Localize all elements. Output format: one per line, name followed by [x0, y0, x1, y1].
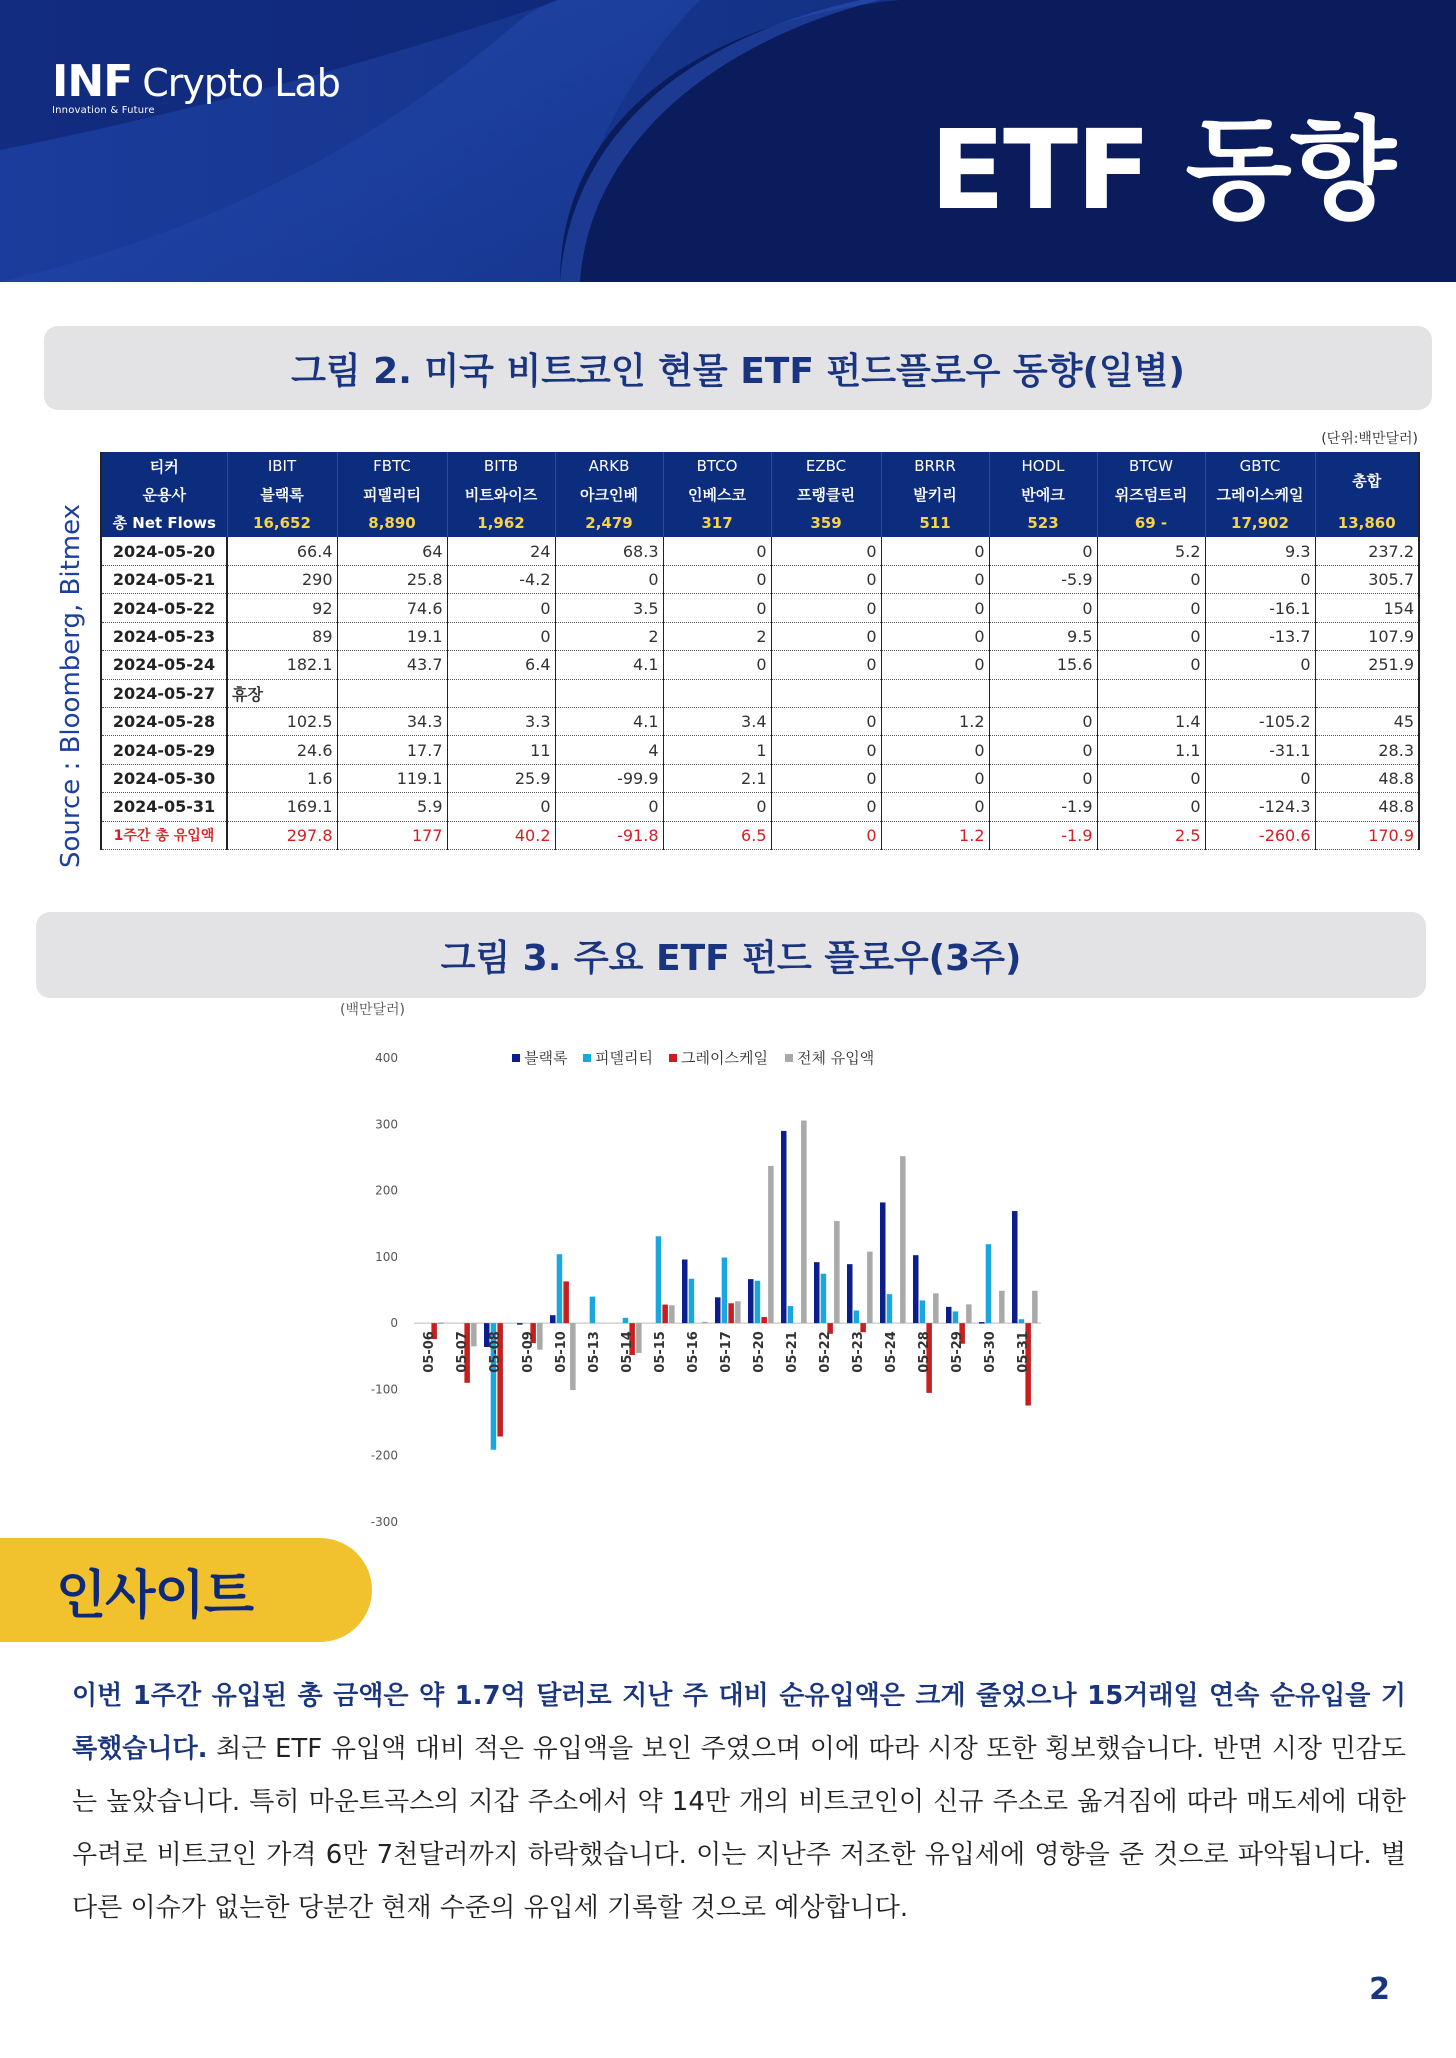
table-cell: 0: [663, 594, 771, 622]
table-row: [101, 537, 1419, 565]
header-ticker: HODL: [989, 452, 1097, 480]
header-netflow-value: 16,652: [227, 509, 337, 537]
table-cell: 305.7: [1315, 566, 1419, 594]
header-ticker: FBTC: [337, 452, 447, 480]
y-tick-label: -200: [370, 1448, 398, 1463]
legend-swatch: [583, 1054, 591, 1062]
x-tick-label: 05-10: [554, 1331, 569, 1373]
x-tick-label: 05-06: [422, 1331, 437, 1373]
table-cell: 1.4: [1097, 708, 1205, 736]
row-date: 2024-05-31: [101, 793, 227, 821]
header-manager: 비트와이즈: [447, 480, 555, 508]
table-cell: 4.1: [555, 651, 663, 679]
table-cell: 43.7: [337, 651, 447, 679]
bar-4: [768, 1166, 774, 1323]
table-row: [101, 651, 1419, 679]
table-cell: 1.2: [881, 708, 989, 736]
row-date: 2024-05-21: [101, 566, 227, 594]
header-ticker: BRRR: [881, 452, 989, 480]
table-cell: 48.8: [1315, 764, 1419, 792]
bar-1: [979, 1322, 985, 1324]
row-date: 2024-05-22: [101, 594, 227, 622]
header-netflow-value: 8,890: [337, 509, 447, 537]
etf-flow-table: [100, 452, 1420, 850]
header-manager: 피델리티: [337, 480, 447, 508]
table-cell: 68.3: [555, 537, 663, 565]
y-tick-label: 400: [375, 1051, 398, 1065]
table-cell: 182.1: [227, 651, 337, 679]
table-cell: 0: [1097, 566, 1205, 594]
table-cell: 154: [1315, 594, 1419, 622]
table-row: [101, 566, 1419, 594]
bar-4: [1032, 1291, 1038, 1323]
total-cell: 177: [337, 821, 447, 849]
x-tick-label: 05-16: [686, 1331, 701, 1373]
bar-4: [438, 1322, 444, 1324]
table-cell: 0: [1205, 566, 1315, 594]
table-cell: 251.9: [1315, 651, 1419, 679]
header-manager: 발키리: [881, 480, 989, 508]
header-netflow-value: 511: [881, 509, 989, 537]
insight-tag: 인사이트: [0, 1538, 372, 1642]
table-cell: 0: [771, 736, 881, 764]
table-cell: 102.5: [227, 708, 337, 736]
table-cell: 0: [1205, 764, 1315, 792]
table-cell: -124.3: [1205, 793, 1315, 821]
table-row: [101, 594, 1419, 622]
bar-4: [537, 1323, 543, 1350]
table-unit-label: (단위:백만달러): [1321, 431, 1418, 447]
bar-2: [953, 1311, 959, 1323]
bar-3: [662, 1305, 668, 1324]
total-cell: 297.8: [227, 821, 337, 849]
table-cell: -99.9: [555, 764, 663, 792]
bar-4: [471, 1323, 477, 1346]
bar-2: [557, 1254, 563, 1323]
etf-flow-bar-chart: [340, 1000, 1060, 1530]
row-date: 2024-05-29: [101, 736, 227, 764]
table-cell: 2: [663, 622, 771, 650]
bar-4: [570, 1323, 576, 1390]
table-cell: -1.9: [989, 793, 1097, 821]
legend-label: 블랙록: [524, 1049, 568, 1067]
header-manager: 프랭클린: [771, 480, 881, 508]
bar-4: [636, 1323, 642, 1353]
table-cell: 0: [663, 537, 771, 565]
table-cell: 0: [555, 793, 663, 821]
page-title: ETF 동향: [929, 106, 1394, 234]
bar-4: [933, 1293, 939, 1323]
bar-2: [788, 1306, 794, 1323]
total-cell: 170.9: [1315, 821, 1419, 849]
page-header: [0, 0, 1456, 282]
x-tick-label: 05-22: [818, 1331, 833, 1373]
table-cell: 0: [989, 594, 1097, 622]
page-number: 2: [1369, 1972, 1390, 2007]
table-row: [101, 708, 1419, 736]
x-tick-label: 05-31: [1016, 1331, 1031, 1373]
table-cell: 0: [881, 651, 989, 679]
table-cell: 0: [447, 793, 555, 821]
table-cell: [881, 679, 989, 707]
bar-2: [755, 1281, 761, 1323]
x-tick-label: 05-23: [851, 1331, 866, 1373]
table-row: [101, 679, 1419, 707]
x-tick-label: 05-28: [917, 1331, 932, 1373]
table-cell: 0: [771, 537, 881, 565]
total-row-label: 1주간 총 유입액: [101, 821, 227, 849]
table-cell: [1097, 679, 1205, 707]
table-cell: 0: [1097, 622, 1205, 650]
table-header-row-netflows: [101, 509, 1419, 537]
table-cell: [1205, 679, 1315, 707]
table-cell: 0: [989, 708, 1097, 736]
table-total-row: [101, 821, 1419, 849]
table-cell: 0: [771, 793, 881, 821]
table-cell: 34.3: [337, 708, 447, 736]
y-tick-label: 200: [375, 1183, 398, 1198]
header-ticker-label: 티커: [101, 452, 227, 480]
table-cell: 2: [555, 622, 663, 650]
table-cell: [337, 679, 447, 707]
table-cell: [771, 679, 881, 707]
bar-4: [999, 1291, 1005, 1323]
table-cell: 0: [663, 793, 771, 821]
table-cell: 0: [771, 764, 881, 792]
header-ticker: EZBC: [771, 452, 881, 480]
header-netflow-value: 17,902: [1205, 509, 1315, 537]
table-cell: 0: [989, 736, 1097, 764]
table-cell: 19.1: [337, 622, 447, 650]
y-tick-label: 300: [375, 1117, 398, 1132]
table-cell: 119.1: [337, 764, 447, 792]
bar-4: [735, 1301, 741, 1323]
x-tick-label: 05-17: [719, 1331, 734, 1373]
table-cell: 24: [447, 537, 555, 565]
bar-4: [702, 1322, 708, 1324]
table-row: [101, 622, 1419, 650]
bar-4: [900, 1156, 906, 1323]
table-cell: 9.3: [1205, 537, 1315, 565]
table-cell: 3.3: [447, 708, 555, 736]
row-date: 2024-05-20: [101, 537, 227, 565]
table-cell: 0: [663, 651, 771, 679]
row-holiday-note: 휴장: [227, 679, 337, 707]
table-header-row-manager: [101, 480, 1419, 508]
table-row: [101, 764, 1419, 792]
table-cell: 290: [227, 566, 337, 594]
legend-label: 그레이스케일: [681, 1049, 768, 1067]
bar-2: [623, 1318, 629, 1323]
bar-1: [550, 1315, 556, 1323]
table-cell: -4.2: [447, 566, 555, 594]
header-netflow-value: 359: [771, 509, 881, 537]
total-cell: -260.6: [1205, 821, 1315, 849]
table-cell: 3.5: [555, 594, 663, 622]
table-cell: 0: [771, 651, 881, 679]
legend-label: 피델리티: [595, 1049, 653, 1067]
row-date: 2024-05-23: [101, 622, 227, 650]
insight-body-text: 최근 ETF 유입액 대비 적은 유입액을 보인 주였으며 이에 따라 시장 또한 횡보했습니다. 반면 시장 민감도는 높았습니다. 특히 마운트곡스의 지갑 주소에서 약 14만 개의 비트코인이 신규 주소로 옮겨짐에 따라 매도세에 대한 우려로 비트코인 가격 6만 7천달러까지 하락했습니다. 이는 지난주 저조한 유입세에 영향을 준 것으로 파악됩니다. 별다른 이슈가 없는한 당분간 현재 수준의 유입세 기록할 것으로 예상합니다.: [72, 1734, 1406, 1923]
bar-1: [946, 1307, 952, 1323]
header-manager: 아크인베: [555, 480, 663, 508]
header-manager: 인베스코: [663, 480, 771, 508]
header-ticker: ARKB: [555, 452, 663, 480]
x-tick-label: 05-20: [752, 1331, 767, 1373]
total-cell: 2.5: [1097, 821, 1205, 849]
table-cell: 48.8: [1315, 793, 1419, 821]
table-cell: 0: [771, 622, 881, 650]
table-row: [101, 736, 1419, 764]
bar-3: [563, 1281, 569, 1323]
table-cell: 0: [771, 708, 881, 736]
table-cell: 0: [447, 594, 555, 622]
table-cell: -13.7: [1205, 622, 1315, 650]
header-ticker: BITB: [447, 452, 555, 480]
bar-2: [689, 1279, 695, 1323]
y-tick-label: -300: [370, 1515, 398, 1529]
bar-3: [860, 1323, 866, 1332]
total-cell: 6.5: [663, 821, 771, 849]
table-cell: 45: [1315, 708, 1419, 736]
table-cell: 15.6: [989, 651, 1097, 679]
bar-4: [669, 1305, 675, 1323]
table-cell: 5.9: [337, 793, 447, 821]
x-tick-label: 05-21: [785, 1331, 800, 1373]
header-manager-label: 운용사: [101, 480, 227, 508]
table-cell: 0: [771, 566, 881, 594]
table-cell: [663, 679, 771, 707]
y-tick-label: 100: [375, 1249, 398, 1264]
table-cell: 0: [881, 594, 989, 622]
bar-1: [814, 1262, 820, 1323]
y-tick-label: 0: [390, 1316, 398, 1331]
header-total-label: 총합: [1315, 452, 1419, 509]
bar-2: [656, 1236, 662, 1323]
table-cell: 0: [1097, 651, 1205, 679]
table-cell: 0: [881, 736, 989, 764]
table-cell: 6.4: [447, 651, 555, 679]
bar-1: [682, 1260, 688, 1324]
bar-1: [715, 1297, 721, 1323]
bar-2: [887, 1294, 893, 1323]
header-netflow-value: 317: [663, 509, 771, 537]
bar-1: [748, 1279, 754, 1323]
header-netflow-value: 1,962: [447, 509, 555, 537]
table-cell: 0: [663, 566, 771, 594]
bar-1: [913, 1255, 919, 1323]
table-cell: 0: [1097, 594, 1205, 622]
table-cell: 0: [881, 793, 989, 821]
table-cell: 107.9: [1315, 622, 1419, 650]
chart-unit-label: (백만달러): [340, 1002, 406, 1018]
table-cell: 64: [337, 537, 447, 565]
table-cell: 4: [555, 736, 663, 764]
total-cell: 0: [771, 821, 881, 849]
table-row: [101, 793, 1419, 821]
table-cell: [989, 679, 1097, 707]
table-cell: 0: [881, 566, 989, 594]
header-ticker: GBTC: [1205, 452, 1315, 480]
table-cell: 74.6: [337, 594, 447, 622]
table-cell: 237.2: [1315, 537, 1419, 565]
table-cell: 0: [447, 622, 555, 650]
table-cell: -16.1: [1205, 594, 1315, 622]
bar-3: [761, 1317, 767, 1323]
table-cell: 92: [227, 594, 337, 622]
header-manager: 그레이스케일: [1205, 480, 1315, 508]
x-tick-label: 05-14: [620, 1331, 635, 1373]
bar-1: [1012, 1211, 1018, 1323]
table-cell: 0: [771, 594, 881, 622]
header-netflow-value: 69 -: [1097, 509, 1205, 537]
x-tick-label: 05-15: [653, 1331, 668, 1373]
legend-swatch: [669, 1054, 677, 1062]
bar-2: [854, 1310, 860, 1323]
bar-1: [880, 1202, 886, 1323]
table-cell: -31.1: [1205, 736, 1315, 764]
x-tick-label: 05-08: [488, 1331, 503, 1373]
table-cell: [1315, 679, 1419, 707]
table-cell: 0: [555, 566, 663, 594]
insight-lead: 이번 1주간 유입된 총 금액은 약 1.7억 달러로 지난 주 대비 순유입액은 크게 줄었으나 15거래일 연속 순유입을 기록했습니다.: [72, 1681, 1406, 1764]
row-date: 2024-05-28: [101, 708, 227, 736]
bar-4: [801, 1121, 807, 1324]
table-cell: -105.2: [1205, 708, 1315, 736]
bar-1: [781, 1131, 787, 1323]
logo-crypto-lab-text: Crypto Lab: [142, 61, 340, 105]
x-tick-label: 05-13: [587, 1331, 602, 1373]
insight-paragraph: [72, 1670, 1406, 1935]
total-cell: -1.9: [989, 821, 1097, 849]
table-cell: 0: [989, 764, 1097, 792]
table-cell: 89: [227, 622, 337, 650]
logo-inf-text: INF: [52, 56, 133, 107]
legend-swatch: [785, 1054, 793, 1062]
table-cell: 0: [1097, 764, 1205, 792]
table-cell: 28.3: [1315, 736, 1419, 764]
row-date: 2024-05-27: [101, 679, 227, 707]
bar-2: [920, 1300, 926, 1323]
table-cell: -5.9: [989, 566, 1097, 594]
row-date: 2024-05-24: [101, 651, 227, 679]
table-cell: 0: [1097, 793, 1205, 821]
table-cell: 1: [663, 736, 771, 764]
header-netflow-label: 총 Net Flows: [101, 509, 227, 537]
table-cell: 4.1: [555, 708, 663, 736]
table-cell: 25.8: [337, 566, 447, 594]
source-label: Source : Bloomberg, Bitmex: [56, 503, 86, 868]
table-cell: 1.1: [1097, 736, 1205, 764]
bar-2: [821, 1274, 827, 1323]
table-cell: 0: [989, 537, 1097, 565]
logo-tagline: Innovation & Future: [52, 105, 155, 116]
header-netflow-value: 523: [989, 509, 1097, 537]
legend-label: 전체 유입액: [797, 1049, 875, 1067]
bar-2: [1019, 1319, 1024, 1323]
header-manager: 위즈덤트리: [1097, 480, 1205, 508]
figure2-caption: 그림 2. 미국 비트코인 현물 ETF 펀드플로우 동향(일별): [44, 326, 1432, 410]
table-cell: 11: [447, 736, 555, 764]
table-header-row-ticker: [101, 452, 1419, 480]
total-cell: 40.2: [447, 821, 555, 849]
table-cell: 0: [881, 764, 989, 792]
table-cell: [447, 679, 555, 707]
bar-3: [728, 1303, 734, 1323]
header-ticker: BTCO: [663, 452, 771, 480]
table-cell: 17.7: [337, 736, 447, 764]
table-cell: 66.4: [227, 537, 337, 565]
x-tick-label: 05-24: [884, 1331, 899, 1373]
figure3-caption: 그림 3. 주요 ETF 펀드 플로우(3주): [36, 912, 1426, 998]
x-tick-label: 05-29: [950, 1331, 965, 1373]
bar-2: [986, 1244, 992, 1323]
header-manager: 블랙록: [227, 480, 337, 508]
table-cell: 9.5: [989, 622, 1097, 650]
header-ticker: IBIT: [227, 452, 337, 480]
x-tick-label: 05-09: [521, 1331, 536, 1373]
table-cell: 25.9: [447, 764, 555, 792]
table-cell: 0: [1205, 651, 1315, 679]
x-tick-label: 05-07: [455, 1331, 470, 1373]
table-cell: 24.6: [227, 736, 337, 764]
bar-1: [847, 1264, 853, 1323]
total-cell: 1.2: [881, 821, 989, 849]
bar-1: [517, 1323, 523, 1325]
bar-2: [590, 1297, 596, 1324]
header-netflow-value: 2,479: [555, 509, 663, 537]
table-cell: [555, 679, 663, 707]
row-date: 2024-05-30: [101, 764, 227, 792]
header-netflow-value: 13,860: [1315, 509, 1419, 537]
bar-2: [722, 1258, 728, 1324]
total-cell: -91.8: [555, 821, 663, 849]
header-ticker: BTCW: [1097, 452, 1205, 480]
table-cell: 0: [881, 622, 989, 650]
x-tick-label: 05-30: [983, 1331, 998, 1373]
table-cell: 0: [881, 537, 989, 565]
bar-4: [867, 1252, 873, 1324]
table-cell: 169.1: [227, 793, 337, 821]
legend-swatch: [512, 1054, 520, 1062]
bar-4: [834, 1221, 840, 1323]
table-cell: 3.4: [663, 708, 771, 736]
table-cell: 1.6: [227, 764, 337, 792]
bar-4: [966, 1304, 972, 1323]
header-manager: 반에크: [989, 480, 1097, 508]
brand-logo: [52, 56, 340, 116]
table-cell: 2.1: [663, 764, 771, 792]
y-tick-label: -100: [370, 1382, 398, 1397]
table-cell: 5.2: [1097, 537, 1205, 565]
